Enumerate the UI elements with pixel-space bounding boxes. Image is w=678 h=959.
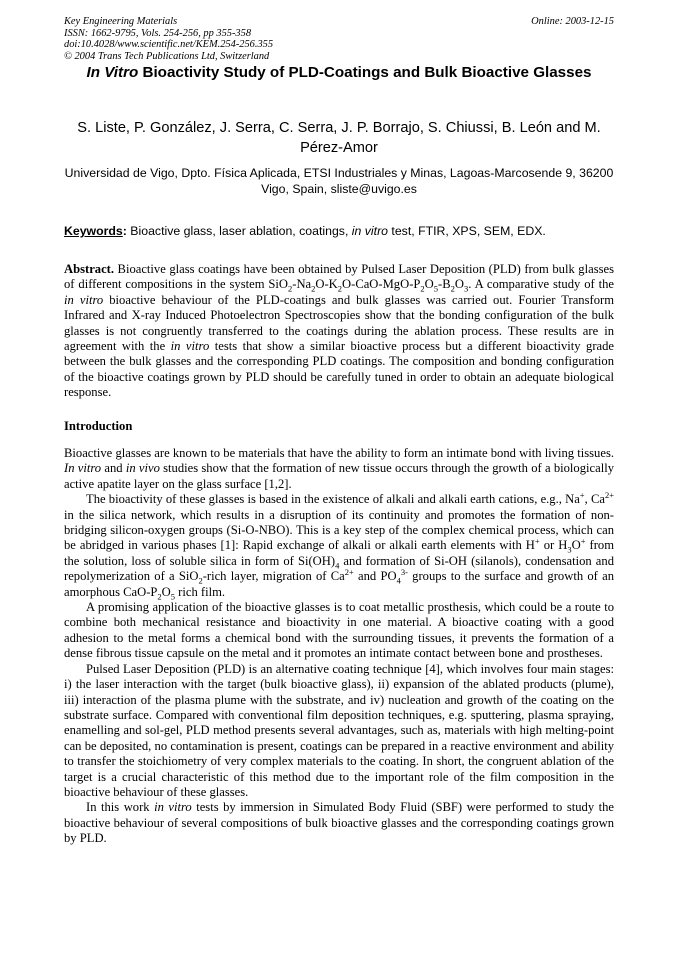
abstract-paragraph [64,262,614,401]
intro-italic: in vitro [154,800,192,815]
abstract-text: . A comparative study of the [468,277,615,292]
title-italic: In Vitro [86,64,139,81]
journal-header [64,16,484,62]
subscript: 4 [396,575,401,586]
abstract-italic: in vitro [170,339,210,354]
subscript: 2 [157,591,162,602]
intro-paragraph-1 [64,446,614,492]
subscript: 2 [337,283,343,294]
subscript: 2 [420,283,425,294]
author-list: S. Liste, P. González, J. Serra, C. Serra, J. P. Borrajo, S. Chiussi, B. León and M. Pérez-Amor [77,120,601,156]
intro-text: O [161,584,171,599]
intro-text: The bioactivity of these glasses is based in the existence of alkali and alkali earth cations, e.g., Na [86,492,580,507]
intro-text: and [101,461,126,476]
intro-text: in the silica network, which results in a disruption of its continuity and promotes the formation of non-bridging silicon-oxygen groups (Si-O-NBO). This is a key step of the complex chemical process, which can be abridged in various phases [1]: Rapid exchange of alkali or alkali earth elements with H [64,507,614,553]
abstract-text: Bioactive glass coatings have been obtained by Pulsed Laser Deposition (PLD) from bulk glasses of different compositions in the system SiO [64,262,614,292]
intro-text: O [571,538,581,553]
intro-text: and formation of Si-OH (silanols), condensation and repolymerization of a SiO [64,553,614,584]
paper-title [40,64,638,82]
journal-name: Key Engineering Materials [64,16,178,27]
intro-text: Bioactive glasses are known to be materials that have the ability to form an intimate bond with living tissues. [64,446,614,460]
abstract-italic: in vitro [64,292,104,307]
subscript: 4 [335,560,340,571]
intro-text: In this work [86,800,155,815]
keywords-after: test, FTIR, XPS, SEM, EDX. [388,224,546,238]
abstract-text: -Na [292,277,312,292]
abstract-text: O-K [315,277,338,292]
section-heading-introduction: Introduction [64,419,133,433]
keywords-italic: in vitro [351,224,388,238]
superscript: 2+ [604,490,614,501]
subscript: 5 [170,591,176,602]
intro-paragraph-5 [64,800,614,846]
subscript: 2 [288,283,293,294]
intro-paragraph-2 [64,492,614,600]
subscript: 2 [311,283,316,294]
superscript: + [534,536,540,547]
intro-paragraph-3: A promising application of the bioactive glasses is to coat metallic prosthesis, which could be a route to combine both mechanical resistance and bioactivity in one material. A bioactive coating with a good adhesion to the metal forms a chemical bond with the surrounding tissues, it prevents the formation of a dense fibrous tissue capsule on the metal and it promotes an intimate contact between bone and prostheses. [64,600,614,661]
abstract-label: Abstract. [64,262,115,276]
keywords-label: Keywords [64,224,123,238]
abstract-text: bioactive behaviour of the PLD-coatings and bulk glasses was carried out. Fourier Transform Infrared and X-ray Induced Photoelectron Spectroscopies show that the bonding configuration of the bulk glasses is not congruently transferred to the coatings during the ablation process. These results are in agreement with the [64,292,614,354]
online-date: Online: 2003-12-15 [531,16,614,27]
superscript: 3- [400,567,408,578]
copyright-line: © 2004 Trans Tech Publications Ltd, Switzerland [64,50,270,62]
introduction-body [64,446,614,847]
intro-text: , Ca [584,492,605,507]
abstract-text: O-CaO-MgO-P [342,277,421,292]
superscript: + [579,490,585,501]
abstract-text: tests that show a similar bioactive process but a different bioactivity grade between the bulk glasses and the corresponding PLD coatings. The composition and bonding configuration of the bioactive coatings grown by PLD should be carefully tuned in order to obtain an adequate biological response. [64,339,614,400]
affiliation: Universidad de Vigo, Dpto. Física Aplicada, ETSI Industriales y Minas, Lagoas-Marcosende 9, 36200 Vigo, Spain, sliste@uvigo.es [64,166,614,196]
intro-text: and PO [353,569,397,584]
abstract-text: O [424,277,434,292]
intro-text: rich film. [175,584,226,599]
intro-paragraph-4: Pulsed Laser Deposition (PLD) is an alternative coating technique [4], which involves four main stages: i) the laser interaction with the target (bulk bioactive glass), ii) expansion of the ablated products (plume), iii) interaction of the plasma plume with the substrate, and iv) nucleation and growth of the coating on the substrate surface. Compared with conventional film deposition techniques, e.g. sputtering, plasma spraying, enamelling and sol-gel, PLD method presents several advantages, such as, materials with high melting-point can be deposited, no contamination is present, coatings can be prepared in a reactive environment and ability to transfer the stoichiometry of very complex materials to the coating. In short, the congruent ablation of the target is a crucial characteristic of this method due to the important role of the film composition in the bioactive behaviour of these glasses. [64,661,614,799]
subscript: 5 [433,283,438,294]
intro-text: -rich layer, migration of Ca [202,569,345,584]
keywords-before: Bioactive glass, laser ablation, coatings, [126,224,352,238]
superscript: + [580,536,586,547]
title-rest: Bioactivity Study of PLD-Coatings and Bulk Bioactive Glasses [138,64,592,81]
issn-line: ISSN: 1662-9795, Vols. 254-256, pp 355-358 [64,27,252,39]
subscript: 2 [450,283,455,294]
keywords-colon: : [122,224,127,238]
abstract-text: O [454,277,464,292]
intro-text: tests by immersion in Simulated Body Fluid (SBF) were performed to study the bioactive behaviour of several compositions of bulk bioactive glasses and the corresponding coatings grown by PLD. [64,800,615,846]
intro-text: or H [539,538,568,553]
intro-text: studies show that the formation of new tissue occurs through the growth of a biologically active apatite layer on the glass surface [1,2]. [64,461,614,491]
subscript: 2 [198,575,203,586]
intro-text: groups to the surface and growth of an amorphous CaO-P [64,569,614,599]
doi-line[interactable]: doi:10.4028/www.scientific.net/KEM.254-256.355 [64,39,274,50]
abstract-text: -B [438,277,451,292]
subscript: 3 [463,283,469,294]
intro-text: from the solution, loss of soluble silica in form of Si(OH) [64,538,614,568]
subscript: 3 [567,544,572,555]
superscript: 2+ [344,567,354,578]
intro-italic: In vitro [64,461,102,476]
intro-italic: in vivo [125,461,160,476]
keywords-line [64,223,624,239]
